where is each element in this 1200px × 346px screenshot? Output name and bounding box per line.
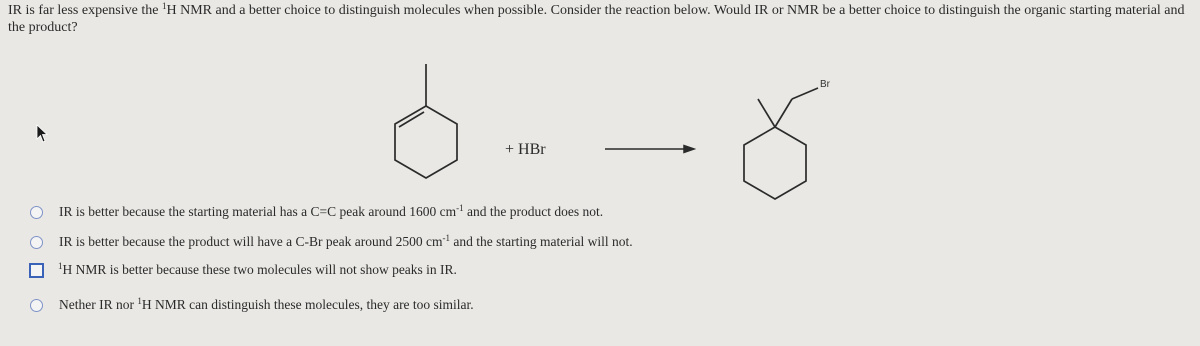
option-1-radio[interactable] (30, 206, 43, 219)
option-1-text-end: and the product does not. (463, 204, 604, 219)
option-2[interactable] (30, 234, 633, 250)
starting-material-structure (395, 64, 457, 178)
option-4[interactable] (30, 297, 474, 313)
option-4-text-end: H NMR can distinguish these molecules, they are too similar. (141, 297, 474, 312)
option-2-label (59, 234, 633, 250)
question-sup: 1 (161, 1, 167, 11)
option-3[interactable] (30, 262, 457, 278)
option-2-radio[interactable] (30, 236, 43, 249)
reagent-label: + HBr (505, 141, 546, 158)
option-1-text: IR is better because the starting material has a C=C peak around 1600 cm (59, 204, 457, 219)
option-4-radio[interactable] (30, 299, 43, 312)
question-part1: IR is far less expensive the (8, 3, 162, 18)
question-part2: H NMR and a better choice to distinguish molecules when possible. Consider the reaction below. Would IR or NMR be a better choice to distinguish the organic starting material and the product? (8, 3, 1185, 35)
option-2-text: IR is better because the product will have a C-Br peak around 2500 cm (59, 234, 443, 249)
reaction-arrow (605, 146, 694, 153)
product-structure (744, 88, 818, 199)
option-3-label (58, 262, 457, 278)
option-4-sup: 1 (137, 296, 142, 306)
option-1[interactable] (30, 204, 603, 220)
option-4-text: Nether IR nor (59, 297, 138, 312)
bromine-label: Br (820, 79, 830, 90)
option-1-label (59, 204, 603, 220)
option-1-sup: -1 (456, 203, 464, 213)
option-2-text-end: and the starting material will not. (450, 234, 633, 249)
option-3-sup: 1 (58, 261, 63, 271)
option-3-text-end: H NMR is better because these two molecules will not show peaks in IR. (62, 262, 457, 277)
option-3-checkbox[interactable] (29, 263, 44, 278)
option-2-sup: -1 (442, 233, 451, 243)
option-4-label (59, 297, 474, 313)
